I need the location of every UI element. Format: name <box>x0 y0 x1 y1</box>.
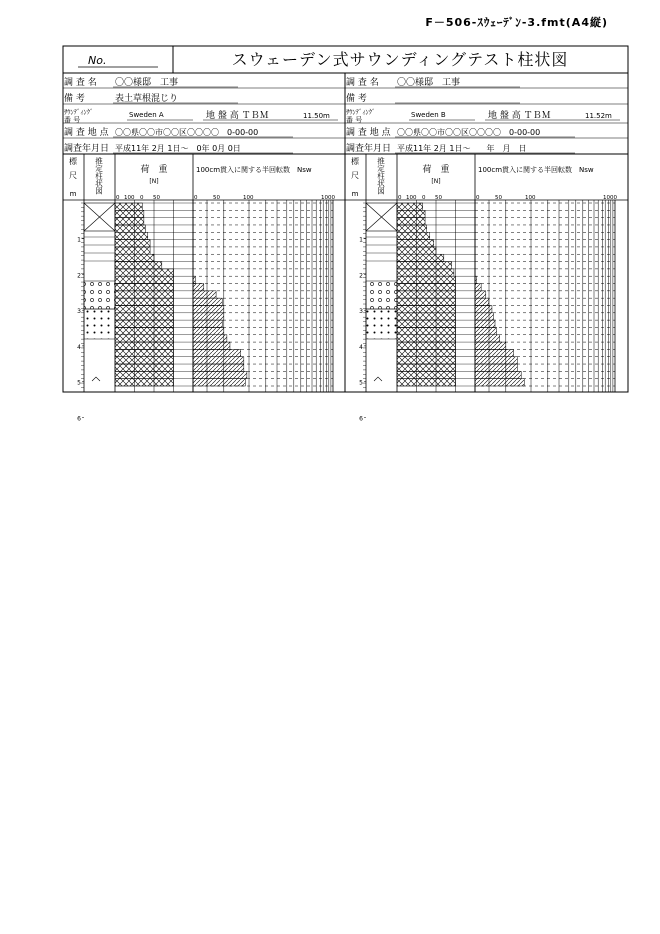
nsw-bar <box>475 379 524 386</box>
load-bar <box>115 349 174 356</box>
nsw-tick: 50 <box>213 195 220 201</box>
load-bar <box>397 276 456 283</box>
load-bar <box>115 371 174 378</box>
nsw-bar <box>475 327 497 334</box>
load-bar <box>397 357 456 364</box>
load-bar <box>397 232 430 239</box>
water-level-mark <box>374 377 382 381</box>
load-bar <box>397 320 456 327</box>
scale-header-unit: m <box>69 190 77 198</box>
nsw-tick: 50 <box>495 195 502 201</box>
nsw-bar <box>193 364 244 371</box>
scale-header-1: 標 <box>69 157 77 166</box>
nsw-tick: 0 <box>476 195 480 201</box>
load-tick: 0 <box>116 195 120 201</box>
load-bar <box>115 335 174 342</box>
load-bar <box>397 225 427 232</box>
nsw-bar <box>193 305 224 312</box>
load-bar <box>115 291 174 298</box>
depth-label: 4 <box>359 343 363 351</box>
load-bar <box>397 349 456 356</box>
nsw-bar <box>475 313 493 320</box>
load-bar <box>115 342 174 349</box>
load-bar <box>115 284 174 291</box>
sounding-no-label-top: ｻｳﾝﾃﾞｨﾝｸﾞ <box>346 108 376 116</box>
load-bar <box>115 218 144 225</box>
depth-label: 3 <box>77 308 81 316</box>
load-bar <box>397 254 444 261</box>
nsw-bar <box>475 298 489 305</box>
survey-name-value: 〇〇様邸 工事 <box>115 78 179 88</box>
depth-label: 6 <box>359 415 363 423</box>
load-bar <box>397 327 456 334</box>
nsw-bar <box>475 364 517 371</box>
soil-sand <box>366 309 397 339</box>
load-bar <box>397 364 456 371</box>
nsw-bar <box>193 335 227 342</box>
scale-header-unit: m <box>351 190 359 198</box>
load-bar <box>397 379 456 386</box>
load-bar <box>115 276 174 283</box>
load-bar <box>115 254 154 261</box>
nsw-bar <box>475 305 492 312</box>
load-tick: 0 <box>140 195 144 201</box>
sounding-no-value: Sweden B <box>411 111 446 119</box>
load-bar <box>397 284 456 291</box>
remarks-label: 備 考 <box>346 94 367 104</box>
scale-header-1: 標 <box>351 157 359 166</box>
nsw-bar <box>475 284 481 291</box>
nsw-header: 100cm貫入に関する半回転数 Nsw <box>478 166 594 174</box>
load-bar <box>115 232 148 239</box>
remarks-value: 表土草根混じり <box>115 94 179 104</box>
nsw-header: 100cm貫入に関する半回転数 Nsw <box>196 166 312 174</box>
nsw-tick: 1000 <box>321 195 335 201</box>
load-tick: 100 <box>406 195 417 201</box>
nsw-bar <box>475 276 477 283</box>
load-bar <box>397 240 434 247</box>
load-bar <box>115 225 145 232</box>
soil-gravel <box>366 281 397 309</box>
load-bar <box>397 203 423 210</box>
file-label: F－506-ｽｳｪｰﾃﾞﾝ-3.fmt(A4縦) <box>425 16 608 29</box>
date-label: 調査年月日 <box>64 144 110 154</box>
log-plot-left <box>69 154 335 422</box>
depth-label: 1 <box>77 236 81 244</box>
no-label: No. <box>88 54 107 67</box>
soil-sand <box>84 309 115 339</box>
load-bar <box>397 371 456 378</box>
nsw-tick: 0 <box>194 195 198 201</box>
load-unit: [N] <box>149 178 159 185</box>
soil-header: 推定柱状図 <box>94 157 104 195</box>
remarks-label: 備 考 <box>64 94 85 104</box>
load-bar <box>115 379 174 386</box>
depth-label: 2 <box>359 272 363 280</box>
scale-header-2: 尺 <box>69 171 77 180</box>
date-value: 平成11年 2月 1日～ 0年 0月 0日 <box>115 144 241 153</box>
date-value: 平成11年 2月 1日～ 年 月 日 <box>397 144 527 153</box>
sounding-no-label-bottom: 番 号 <box>64 116 81 124</box>
load-bar <box>397 313 456 320</box>
nsw-bar <box>475 349 514 356</box>
date-label: 調査年月日 <box>346 144 392 154</box>
ground-height-value: 11.52m <box>585 112 612 120</box>
load-bar <box>115 203 142 210</box>
load-bar <box>397 262 452 269</box>
nsw-bar <box>193 349 241 356</box>
load-bar <box>397 305 456 312</box>
depth-label: 6 <box>77 415 81 423</box>
sounding-no-label-top: ｻｳﾝﾃﾞｨﾝｸﾞ <box>64 108 94 116</box>
ground-height-label: 地 盤 高 ＴＢＭ <box>206 111 269 121</box>
load-bar <box>115 262 162 269</box>
load-bar <box>115 305 174 312</box>
load-bar <box>397 247 436 254</box>
nsw-bar <box>193 284 204 291</box>
load-tick: 0 <box>422 195 426 201</box>
load-bar <box>397 291 456 298</box>
depth-label: 3 <box>359 308 363 316</box>
load-bar <box>115 247 150 254</box>
load-bar <box>115 327 174 334</box>
nsw-bar <box>475 357 517 364</box>
sheet-title: スウェーデン式サウンディングテスト柱状図 <box>231 50 569 69</box>
nsw-tick: 100 <box>243 195 254 201</box>
load-unit: [N] <box>431 178 441 185</box>
load-bar <box>115 298 174 305</box>
soil-header: 推定柱状図 <box>376 157 386 195</box>
load-bar <box>115 364 174 371</box>
load-bar <box>397 218 425 225</box>
load-bar <box>115 320 174 327</box>
nsw-bar <box>193 357 244 364</box>
nsw-bar <box>193 379 245 386</box>
nsw-tick: 100 <box>525 195 536 201</box>
survey-name-value: 〇〇様邸 工事 <box>397 78 461 88</box>
nsw-bar <box>475 342 506 349</box>
location-label: 調 査 地 点 <box>64 128 109 138</box>
depth-label: 1 <box>359 236 363 244</box>
log-plot-right <box>351 154 617 422</box>
survey-name-label: 調 査 名 <box>346 78 379 88</box>
load-header: 荷 重 <box>140 165 168 175</box>
load-bar <box>115 269 174 276</box>
soil-gravel <box>84 281 115 309</box>
nsw-bar <box>193 320 222 327</box>
nsw-bar <box>193 291 216 298</box>
nsw-bar <box>475 291 486 298</box>
load-bar <box>115 313 174 320</box>
scale-header-2: 尺 <box>351 171 359 180</box>
depth-label: 5 <box>77 379 81 387</box>
location-label: 調 査 地 点 <box>346 128 391 138</box>
load-bar <box>115 357 174 364</box>
depth-label: 5 <box>359 379 363 387</box>
load-tick: 0 <box>398 195 402 201</box>
load-bar <box>115 240 150 247</box>
load-bar <box>397 269 454 276</box>
nsw-bar <box>475 335 500 342</box>
load-bar <box>397 342 456 349</box>
location-value: 〇〇県〇〇市〇〇区〇〇〇〇 0-00-00 <box>397 128 541 137</box>
load-bar <box>397 335 456 342</box>
depth-label: 4 <box>77 343 81 351</box>
nsw-bar <box>193 327 224 334</box>
survey-name-label: 調 査 名 <box>64 78 97 88</box>
location-value: 〇〇県〇〇市〇〇区〇〇〇〇 0-00-00 <box>115 128 259 137</box>
nsw-bar <box>475 320 495 327</box>
nsw-bar <box>193 371 247 378</box>
load-bar <box>115 210 144 217</box>
load-bar <box>397 210 425 217</box>
nsw-bar <box>193 342 230 349</box>
nsw-bar <box>193 298 222 305</box>
load-bar <box>397 298 456 305</box>
nsw-bar <box>193 276 195 283</box>
sounding-no-label-bottom: 番 号 <box>346 116 363 124</box>
water-level-mark <box>92 377 100 381</box>
load-tick: 50 <box>153 195 160 201</box>
sounding-no-value: Sweden A <box>129 111 164 119</box>
load-header: 荷 重 <box>422 165 450 175</box>
nsw-tick: 1000 <box>603 195 617 201</box>
depth-label: 2 <box>77 272 81 280</box>
ground-height-label: 地 盤 高 ＴＢＭ <box>488 111 551 121</box>
nsw-bar <box>475 371 521 378</box>
ground-height-value: 11.50m <box>303 112 330 120</box>
nsw-bar <box>193 313 224 320</box>
load-tick: 50 <box>435 195 442 201</box>
load-tick: 100 <box>124 195 135 201</box>
